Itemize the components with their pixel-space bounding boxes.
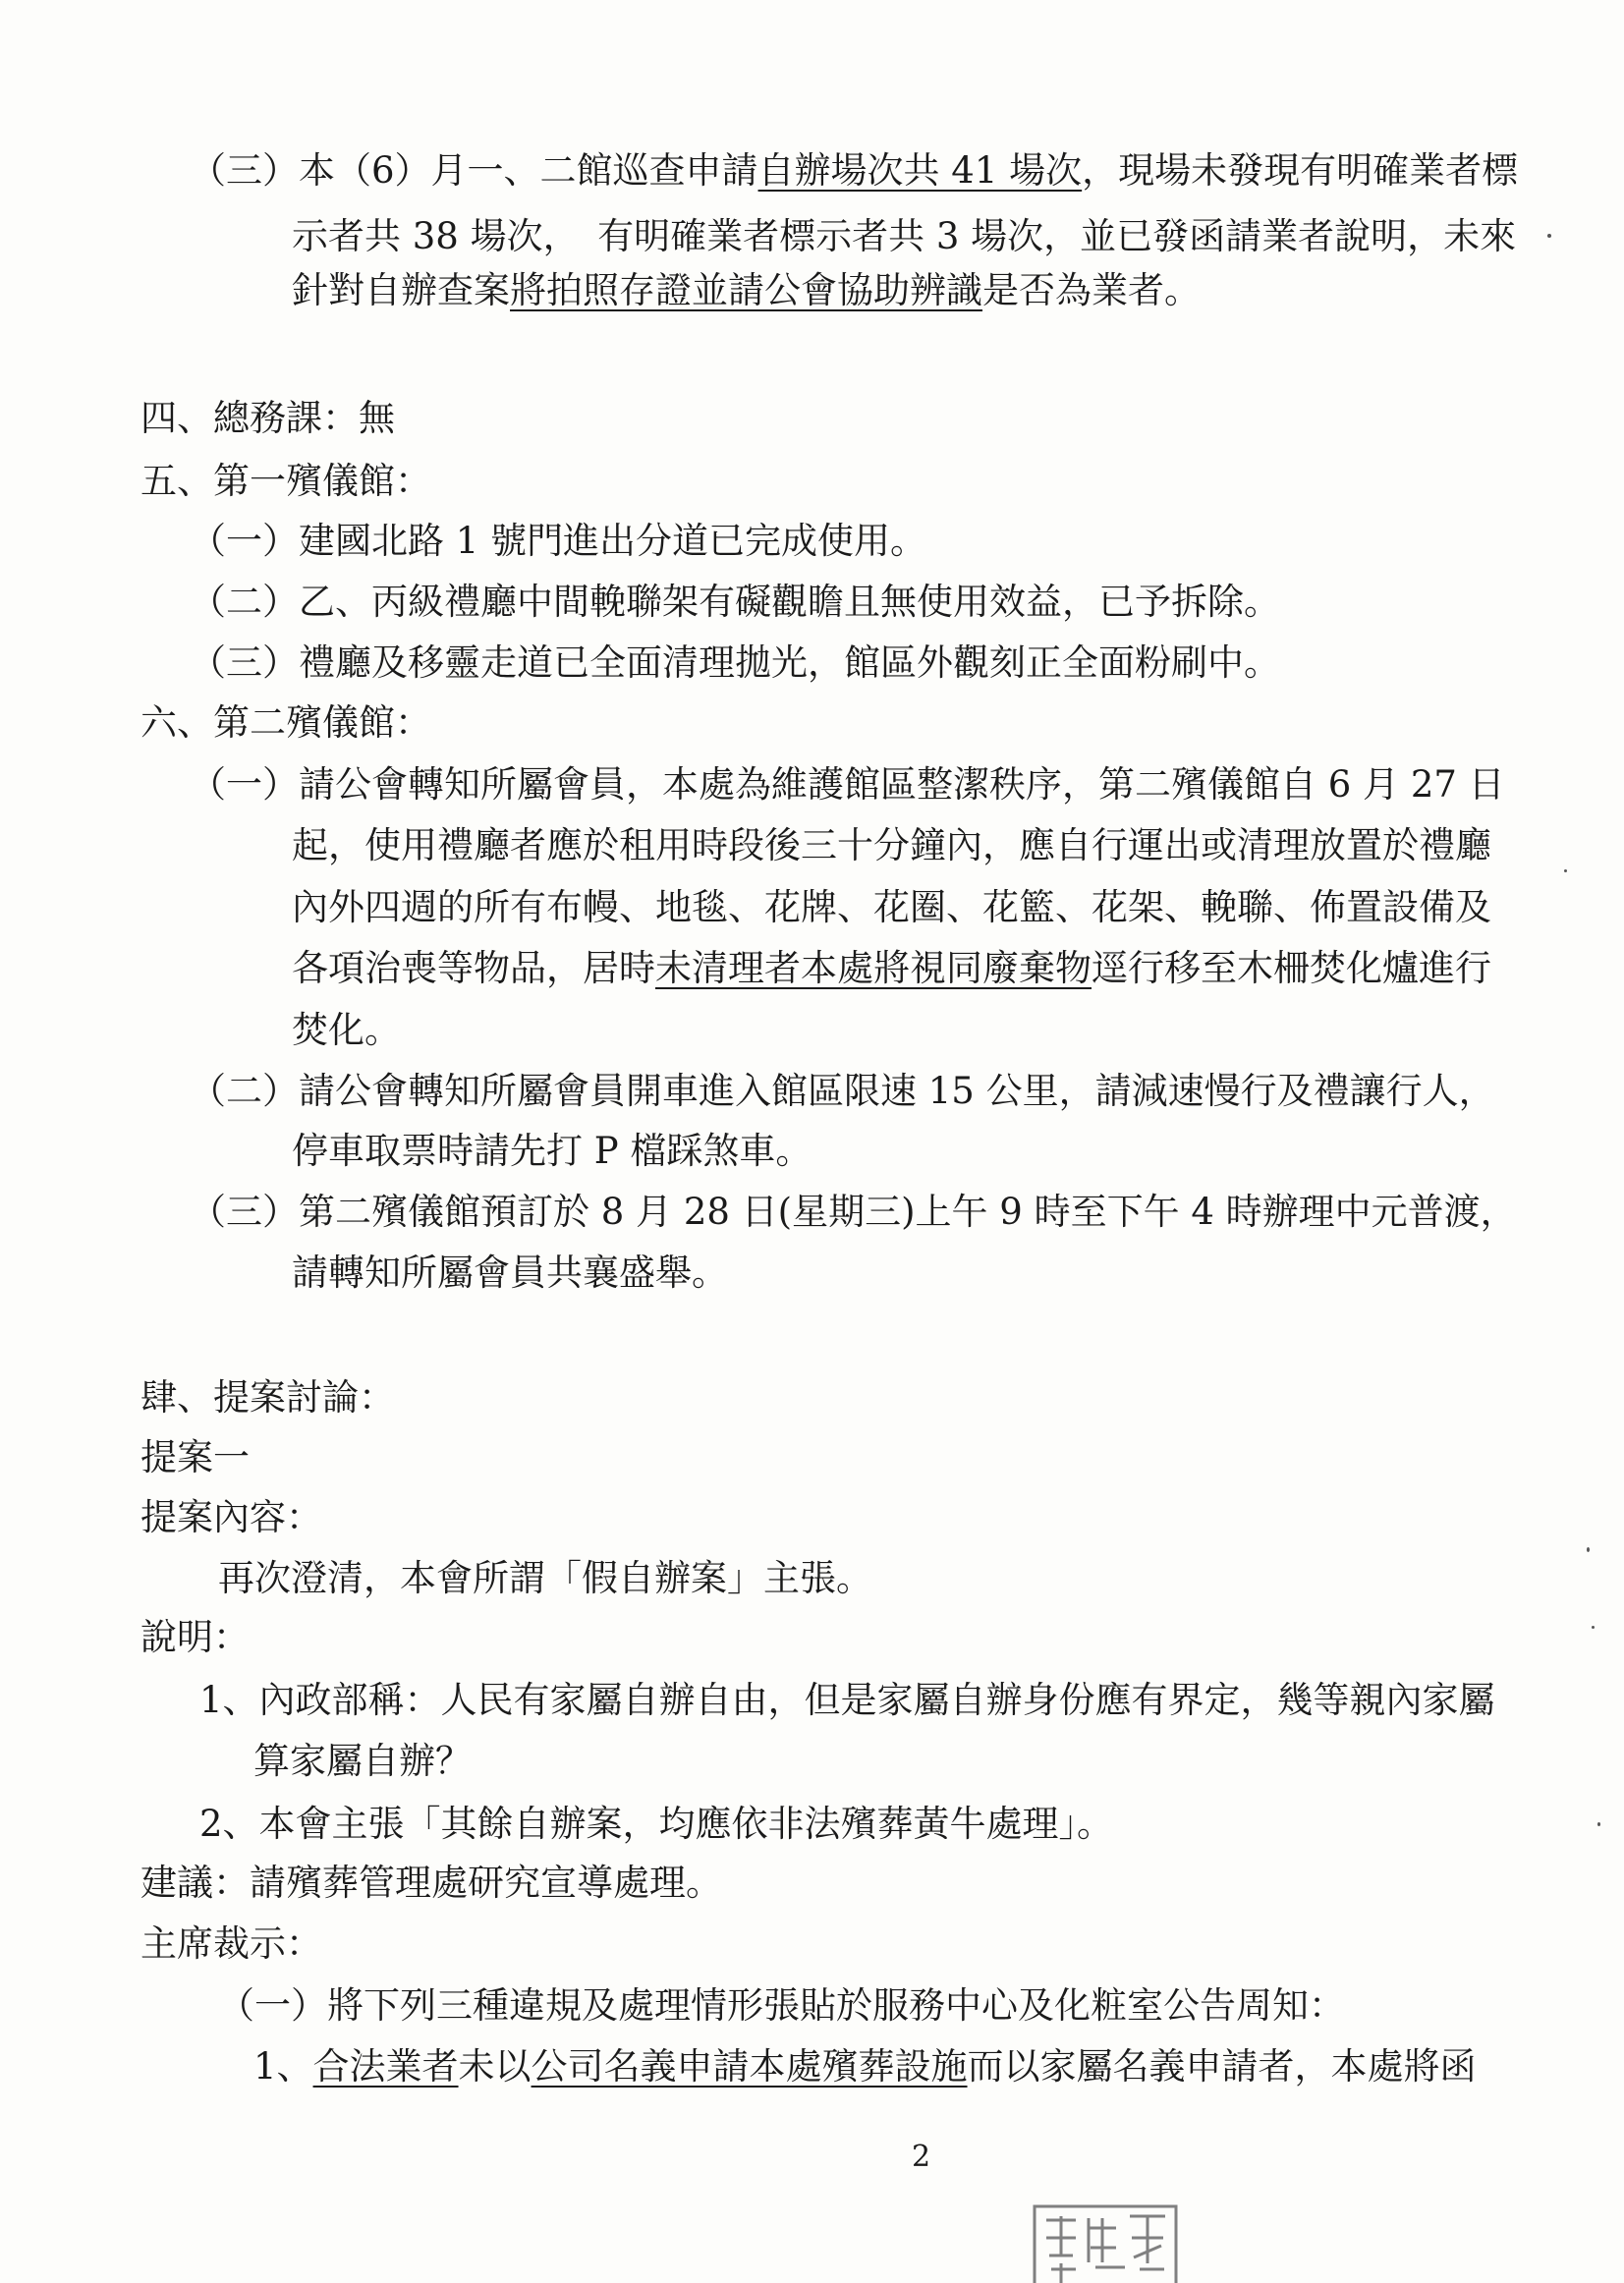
item-6-1: （一）建國北路 1 號門進出分道已完成使用。 [190, 520, 927, 562]
underlined-phrase: 合法業者 [312, 2045, 459, 2088]
underlined-phrase: 公司名義申請本處殯葬設施 [531, 2045, 968, 2088]
item-7-3-line-1: （三）第二殯儀館預訂於 8 月 28 日(星期三)上午 9 時至下午 4 時辦理中元普渡， [190, 1191, 1517, 1233]
item-7-2-line-1: （二）請公會轉知所屬會員開車進入館區限速 15 公里，請減速慢行及禮讓行人， [190, 1070, 1495, 1112]
explanation-1-line-1: 1、內政部稱：人民有家屬自辦自由，但是家屬自辦身份應有界定，幾等親內家屬 [199, 1679, 1495, 1721]
suggestion: 建議：請殯葬管理處研究宣導處理。 [140, 1862, 722, 1904]
chair-ruling-label: 主席裁示： [140, 1922, 322, 1965]
item-5-3-line-2: 示者共 38 場次， 有明確業者標示者共 3 場次，並已發函請業者說明，未來 [292, 215, 1517, 257]
heading-first-funeral-parlor: 五、第一殯儀館： [140, 460, 431, 502]
item-7-1-line-1: （一）請公會轉知所屬會員，本處為維護館區整潔秩序，第二殯儀館自 6 月 27 日 [190, 763, 1505, 806]
scan-speck [1592, 1626, 1595, 1629]
official-seal-stamp [1032, 2199, 1179, 2283]
item-5-3-line-1: （三）本（6）月一、二館巡查申請自辦場次共 41 場次，現場未發現有明確業者標 [190, 149, 1519, 192]
item-6-2: （二）乙、丙級禮廳中間輓聯架有礙觀瞻且無使用效益，已予拆除。 [190, 581, 1280, 623]
item-7-1-line-3: 內外四週的所有布幔、地毯、花牌、花圈、花籃、花架、輓聯、佈置設備及 [292, 886, 1491, 928]
heading-general-affairs: 四、總務課：無 [140, 397, 395, 439]
scan-speck [1564, 869, 1567, 872]
item-7-2-line-2: 停車取票時請先打 P 檔踩煞車。 [292, 1130, 812, 1172]
item-7-3-line-2: 請轉知所屬會員共襄盛舉。 [292, 1252, 728, 1294]
scan-speck [1587, 1547, 1590, 1552]
proposal-content: 再次澄清，本會所謂「假自辦案」主張。 [218, 1557, 872, 1599]
item-6-3: （三）禮廳及移靈走道已全面清理拋光，館區外觀刻正全面粉刷中。 [190, 641, 1280, 684]
underlined-phrase: 未清理者本處將視同廢棄物 [655, 947, 1092, 989]
heading-second-funeral-parlor: 六、第二殯儀館： [140, 701, 431, 744]
section-proposal-discussion: 肆、提案討論： [140, 1376, 395, 1419]
underlined-phrase: 將拍照存證並請公會協助辨識 [510, 269, 982, 311]
proposal-content-label: 提案內容： [140, 1496, 322, 1538]
page-number: 2 [912, 2140, 931, 2174]
explanation-2: 2、本會主張「其餘自辦案，均應依非法殯葬黃牛處理」。 [199, 1803, 1114, 1845]
item-7-1-line-2: 起，使用禮廳者應於租用時段後三十分鐘內，應自行運出或清理放置於禮廳 [292, 824, 1491, 866]
underlined-phrase: 自辦場次共 41 場次 [757, 149, 1083, 192]
scan-speck [1597, 1822, 1600, 1826]
explanation-label: 說明： [140, 1616, 250, 1658]
item-7-1-line-4: 各項治喪等物品，居時未清理者本處將視同廢棄物逕行移至木柵焚化爐進行 [292, 947, 1491, 989]
item-7-1-line-5: 焚化。 [292, 1009, 401, 1051]
item-5-3-line-3: 針對自辦查案將拍照存證並請公會協助辨識是否為業者。 [292, 269, 1201, 311]
explanation-1-line-2: 算家屬自辦？ [253, 1740, 472, 1782]
scan-speck [1547, 234, 1551, 238]
proposal-1-title: 提案一 [140, 1436, 250, 1478]
chair-ruling-1: （一）將下列三種違規及處理情形張貼於服務中心及化粧室公告周知： [218, 1984, 1345, 2027]
chair-ruling-1-item-1: 1、合法業者未以公司名義申請本處殯葬設施而以家屬名義申請者，本處將函 [253, 2045, 1477, 2088]
